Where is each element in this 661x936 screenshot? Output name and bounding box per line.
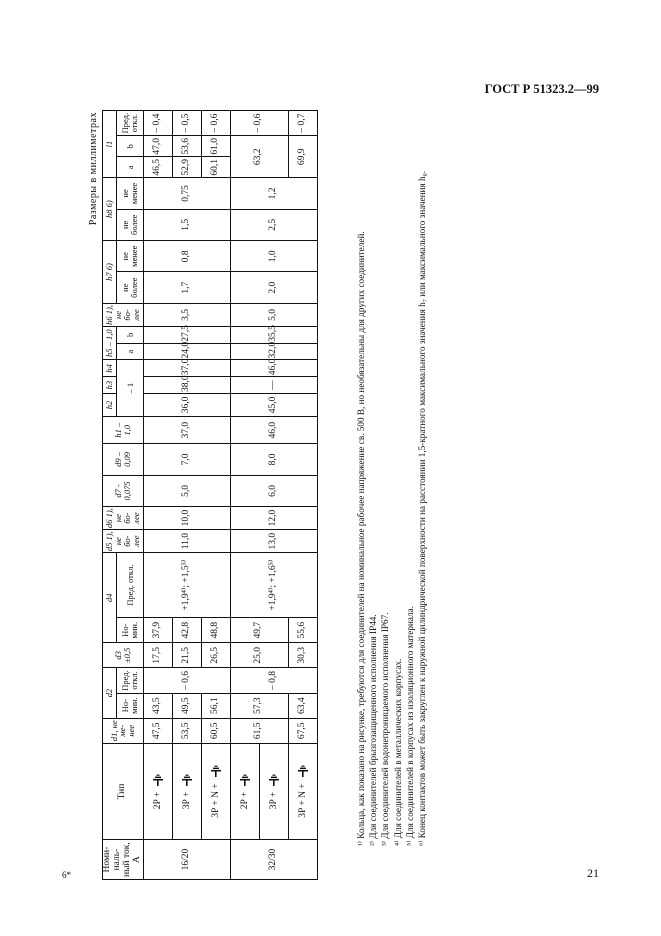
cell-d6: 12,0 (230, 507, 317, 530)
cell-d4-nom: 55,6 (288, 618, 317, 643)
type-label: 2P + (239, 791, 250, 810)
header-d7: d7 - 0,075 (103, 475, 144, 506)
cell-l1-b: 61,0 (201, 136, 230, 157)
cell-d1: 67,5 (288, 718, 317, 743)
type-label: 3P + (268, 791, 279, 810)
cell-h5-b: 27,5 (143, 326, 230, 343)
cell-d4-nom: 49,7 (230, 618, 288, 643)
cell-h2: 45,0 (230, 393, 317, 416)
cell-h2: 36,0 (143, 393, 230, 416)
cell-l1-tol: – 0,5 (172, 111, 201, 136)
cell-h4: 46,0 (230, 360, 317, 377)
header-h5-a: a (117, 343, 144, 360)
header-rated-current: Номи- наль- ный ток, А (103, 840, 144, 880)
cell-d1: 47,5 (143, 718, 172, 743)
cell-l1-ab: 63,2 (230, 136, 288, 178)
cell-d2-nom: 43,5 (143, 693, 172, 718)
cell-h8-max: 2,5 (230, 209, 317, 240)
type-label: 2P + (152, 791, 163, 810)
cell-d3: 30,3 (288, 643, 317, 668)
header-type: Тип (103, 743, 144, 839)
cell-h7-max: 2,0 (230, 272, 317, 303)
header-l1-b: b (117, 136, 144, 157)
cell-d1: 60,5 (201, 718, 230, 743)
cell-l1-b: 53,6 (172, 136, 201, 157)
header-h7: h7 6) (103, 241, 117, 304)
cell-type (172, 743, 201, 839)
type-label: 3P + (181, 791, 192, 810)
header-h4: h4 (103, 360, 117, 377)
cell-h7-max: 1,7 (143, 272, 230, 303)
cell-d1: 61,5 (230, 718, 288, 743)
cell-rated-current: 16/20 (143, 840, 230, 880)
header-h8-max: не более (117, 209, 144, 240)
header-d4-tol: Пред. откл. (117, 553, 144, 618)
cell-h5-a: 24,0 (143, 343, 230, 360)
cell-d9: 7,0 (143, 444, 230, 475)
cell-h7-min: 1,0 (230, 241, 317, 272)
footnote-6: ⁶⁾ Конец контактов может быть закруглен к наружной цилиндрической поверхности на расстоянии 1,5-кратного максимального значения h₇ или максимального значения h₈. (417, 170, 428, 846)
cell-l1-tol: – 0,4 (143, 111, 172, 136)
header-h8: h8 6) (103, 178, 117, 241)
header-d4-nom: Но- мин. (117, 618, 144, 643)
cell-d4-tol: +1,9⁴⁾; +1,5⁵⁾ (143, 553, 230, 618)
rotated-content (88, 110, 458, 880)
cell-d4-nom: 42,8 (172, 618, 201, 643)
header-d2: d2 (103, 668, 117, 718)
cell-h6: 3,5 (143, 303, 230, 326)
cell-d3: 25,0 (230, 643, 288, 668)
ground-icon (268, 774, 280, 786)
footnote-3: ³⁾ Для соединителей водонепроницаемого исполнения IP67. (380, 612, 391, 846)
header-h2: h2 (103, 393, 117, 416)
page-signature-mark: 6* (62, 870, 71, 880)
cell-h8-min: 1,2 (230, 178, 317, 209)
header-d5: d5 1), не бо- лее (103, 530, 144, 553)
header-d2-nom: Но- мин. (117, 693, 144, 718)
cell-d1: 53,5 (172, 718, 201, 743)
header-d4: d4 (103, 553, 117, 643)
cell-h8-max: 1,5 (143, 209, 230, 240)
header-h3: h3 (103, 377, 117, 394)
footnote-1: ¹⁾ Кольца, как показано на рисунке, требуются для соединителей на номинальное рабочее напряжение св. 500 В, но необязательны для других соединителей. (356, 231, 366, 846)
footnote-4: ⁴⁾ Для соединителей в металлических корпусах. (392, 658, 403, 846)
type-label: 3P + N + (210, 783, 221, 818)
dimensions-table (102, 110, 318, 880)
footnote-5: ⁵⁾ Для соединителей в корпусах из изоляционного материала. (404, 606, 415, 846)
cell-h1: 46,0 (230, 417, 317, 444)
header-d3: d3 ±0,5 (103, 643, 144, 668)
page-number: 21 (587, 866, 599, 880)
standard-code: ГОСТ Р 51323.2—99 (484, 82, 599, 96)
table-row (230, 111, 259, 880)
header-h5: h5 – 1,0 (103, 326, 117, 360)
cell-d3: 26,5 (201, 643, 230, 668)
cell-l1-ab: 69,9 (288, 136, 317, 178)
cell-l1-tol: – 0,6 (230, 111, 288, 136)
cell-h3: 38,0 (143, 377, 230, 394)
cell-d5: 11,0 (143, 530, 230, 553)
header-h5-b: b (117, 326, 144, 343)
cell-h3: — (230, 377, 317, 394)
cell-d2-nom: 63,4 (288, 693, 317, 718)
header-l1-a: a (117, 157, 144, 178)
cell-d5: 13,0 (230, 530, 317, 553)
cell-h4: 37,0 (143, 360, 230, 377)
cell-type (201, 743, 230, 839)
ground-icon (181, 774, 193, 786)
header-h7-max: не более (117, 272, 144, 303)
ground-icon (210, 765, 222, 777)
cell-d2-tol: – 0,8 (230, 668, 317, 693)
header-d6: d6 1), не бо- лее (103, 507, 144, 530)
cell-h1: 37,0 (143, 417, 230, 444)
cell-d4-nom: 37,9 (143, 618, 172, 643)
header-row-1 (103, 111, 117, 880)
cell-d3: 17,5 (143, 643, 172, 668)
header-d1: d1, не ме- нее (103, 718, 144, 743)
cell-d2-nom: 57,3 (230, 693, 288, 718)
footnote-2: ²⁾ Для соединителей брызгозащищенного исполнения IP44. (368, 614, 379, 846)
header-h8-min: не менее (117, 178, 144, 209)
header-d2-tol: Пред. откл. (117, 668, 144, 693)
cell-l1-a: 60,1 (201, 157, 230, 178)
cell-type (288, 743, 317, 839)
cell-type (143, 743, 172, 839)
rotated-table-area (88, 110, 458, 880)
cell-d2-nom: 49,5 (172, 693, 201, 718)
units-caption: Размеры в миллиметрах (88, 112, 99, 226)
cell-d7: 5,0 (143, 475, 230, 506)
cell-l1-a: 46,5 (143, 157, 172, 178)
cell-l1-a: 52,9 (172, 157, 201, 178)
cell-d7: 6,0 (230, 475, 317, 506)
cell-h5-b: 35,5 (230, 326, 317, 343)
cell-d9: 8,0 (230, 444, 317, 475)
cell-l1-tol: – 0,7 (288, 111, 317, 136)
ground-icon (152, 774, 164, 786)
cell-type (259, 743, 288, 839)
cell-d4-tol: +1,9⁴⁾; +1,6⁵⁾ (230, 553, 317, 618)
cell-d2-nom: 56,1 (201, 693, 230, 718)
cell-l1-tol: – 0,6 (201, 111, 230, 136)
header-l1-tol: Пред. откл. (117, 111, 144, 136)
type-label: 3P + N + (297, 783, 308, 818)
table-row (143, 111, 172, 880)
header-d9: d9 – 0,09 (103, 444, 144, 475)
header-l1: l1 (103, 111, 117, 178)
cell-l1-b: 47,0 (143, 136, 172, 157)
cell-d6: 10,0 (143, 507, 230, 530)
footnotes (355, 110, 428, 870)
cell-d2-tol: – 0,6 (143, 668, 230, 693)
ground-icon (297, 765, 309, 777)
header-h2-h4-tol: – 1 (117, 360, 144, 417)
header-h1: h1 – 1,0 (103, 417, 144, 444)
header-h6: h6 1), не бо- лее (103, 303, 144, 326)
cell-h6: 5,0 (230, 303, 317, 326)
cell-type (230, 743, 259, 839)
cell-d4-nom: 48,8 (201, 618, 230, 643)
cell-h5-a: 32,0 (230, 343, 317, 360)
cell-d3: 21,5 (172, 643, 201, 668)
header-h7-min: не менее (117, 241, 144, 272)
cell-h8-min: 0,75 (143, 178, 230, 209)
cell-rated-current: 32/30 (230, 840, 317, 880)
ground-icon (239, 774, 251, 786)
cell-h7-min: 0,8 (143, 241, 230, 272)
